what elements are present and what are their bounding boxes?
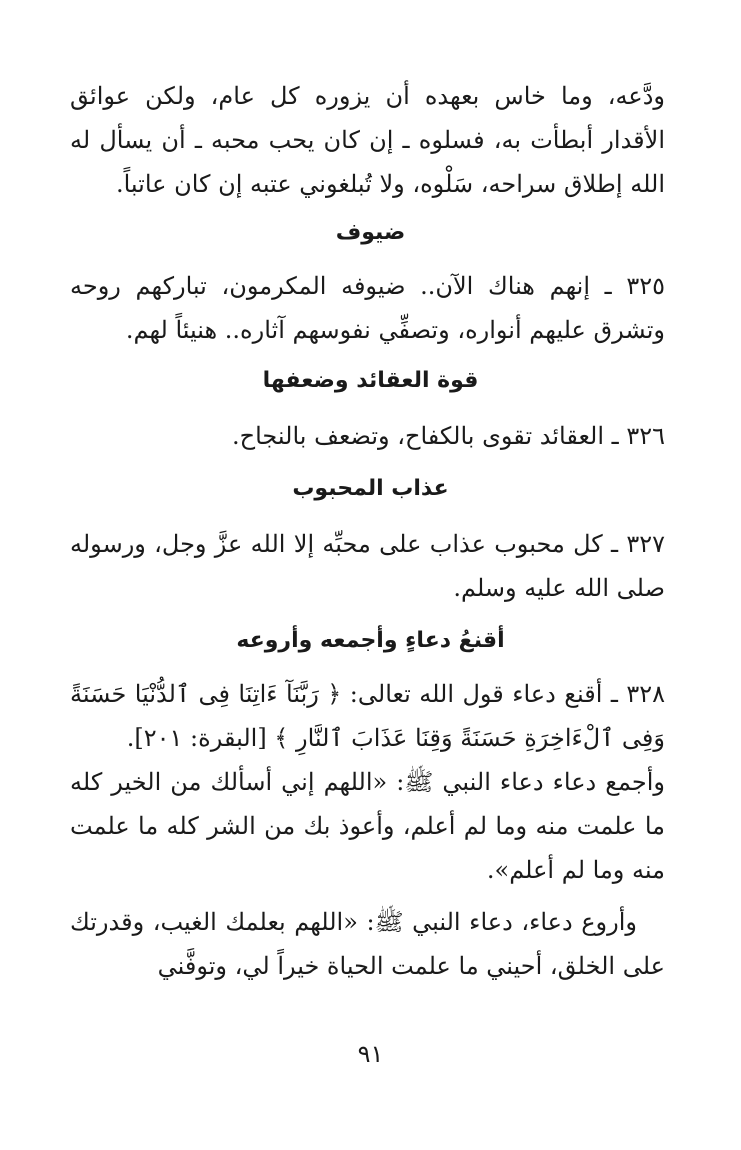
paragraph: وأروع دعاء، دعاء النبي ﷺ: «اللهم بعلمك الغيب، وقدرتك على الخلق، أحيني ما علمت الحياة خيراً لي، وتوفَّني: [70, 908, 665, 980]
paragraph: ٣٢٧ ـ كل محبوب عذاب على محبِّه إلا الله عزَّ وجل، ورسوله صلى الله عليه وسلم.: [70, 530, 665, 602]
paragraph: ٣٢٦ ـ العقائد تقوى بالكفاح، وتضعف بالنجاح.: [232, 422, 665, 450]
entry-326: [70, 414, 665, 458]
page-number: ٩١: [357, 1040, 384, 1068]
section-heading-duyuf: ضيوف: [335, 220, 406, 245]
section-heading-dua: أقنعُ دعاءٍ وأجمعه وأروعه: [236, 628, 505, 653]
section-heading-adhab: عذاب المحبوب: [292, 476, 449, 501]
intro-paragraph: [70, 74, 665, 206]
paragraph: ودَّعه، وما خاس بعهده أن يزوره كل عام، ولكن عوائق الأقدار أبطأت به، فسلوه ـ إن كان يحب محبه ـ أن يسأل له الله إطلاق سراحه، سَلْوه، ولا تُبلغوني عتبه إن كان عاتباً.: [70, 82, 665, 198]
entry-327: [70, 522, 665, 610]
paragraph: ٣٢٨ ـ أقنع دعاء قول الله تعالى: ﴿ رَبَّنَآ ءَاتِنَا فِى ٱلدُّنْيَا حَسَنَةً وَفِى ٱلْءَاخِرَةِ حَسَنَةً وَقِنَا عَذَابَ ٱلنَّارِ ﴾ [البقرة: ٢٠١].: [70, 680, 665, 752]
section-heading-aqaid: قوة العقائد وضعفها: [262, 368, 479, 393]
entry-328: [70, 672, 665, 988]
paragraph: وأجمع دعاء دعاء النبي ﷺ: «اللهم إني أسألك من الخير كله ما علمت منه وما لم أعلم، وأعوذ بك من الشر كله ما علمت منه وما لم أعلم».: [70, 768, 666, 884]
paragraph: ٣٢٥ ـ إنهم هناك الآن.. ضيوفه المكرمون، تباركهم روحه وتشرق عليهم أنواره، وتصفِّي نفوسهم آثاره.. هنيئاً لهم.: [70, 272, 665, 344]
entry-325: [70, 264, 665, 352]
